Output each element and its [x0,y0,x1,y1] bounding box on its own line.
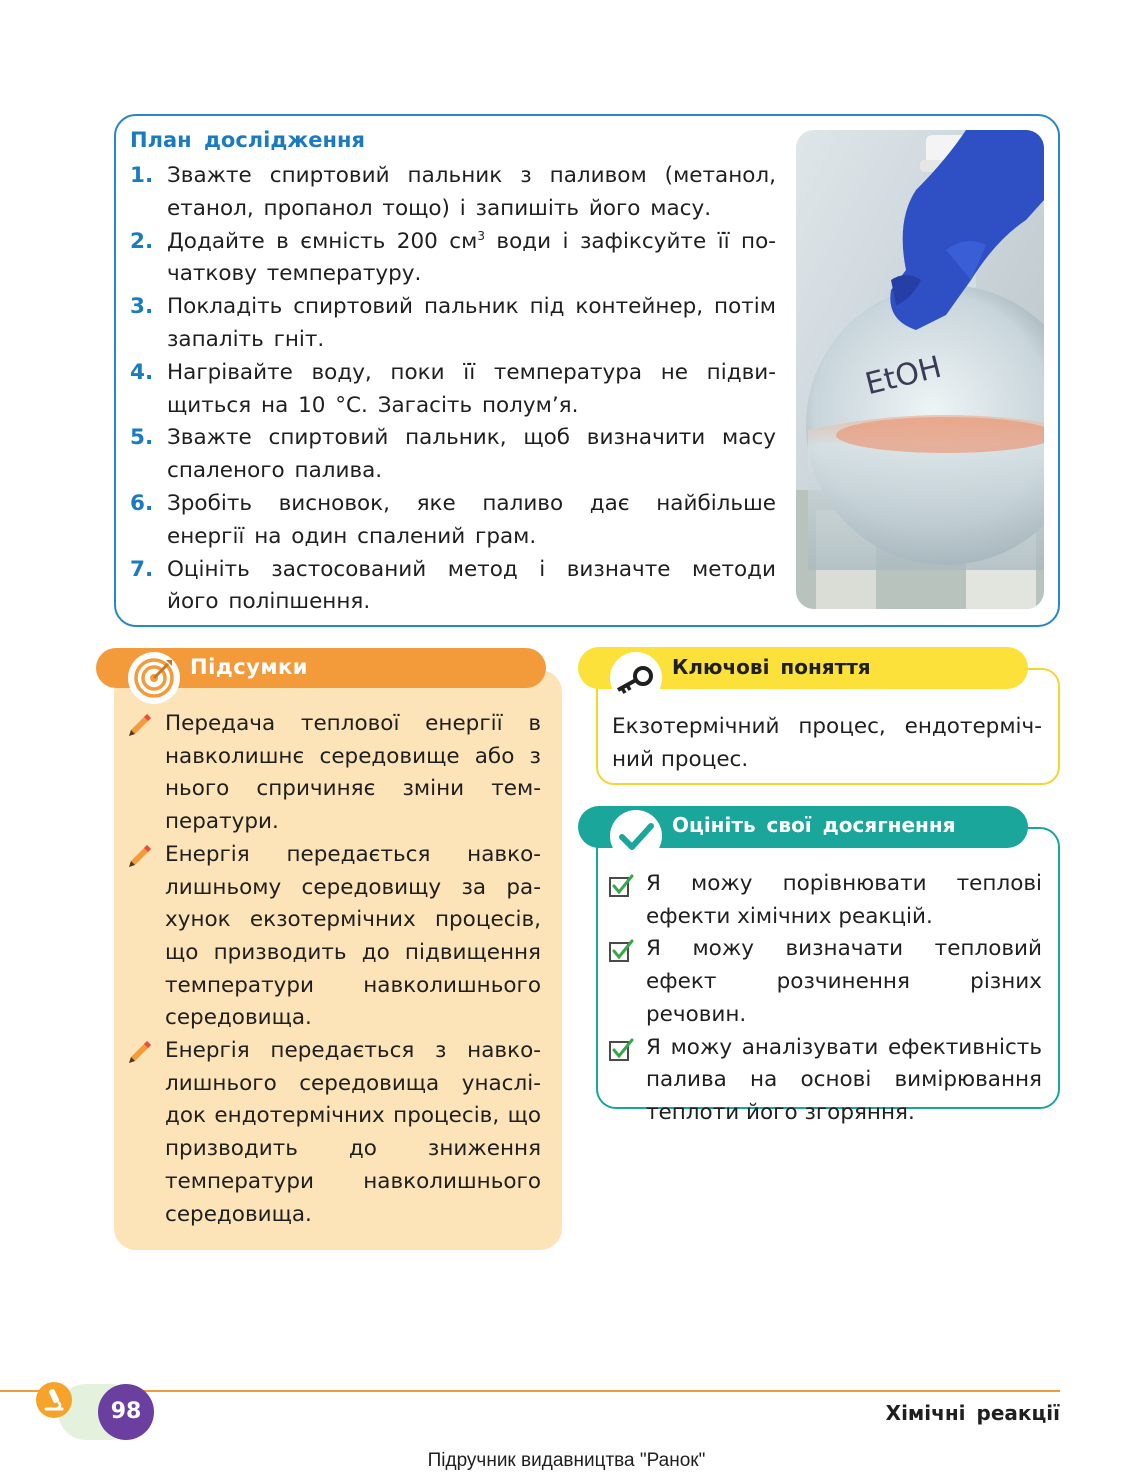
microscope-icon [36,1382,72,1418]
self-assessment-item-text: Я можу порівнювати теплові ефекти хімічних реакцій. [646,871,1042,929]
plan-step-text: Зважте спиртовий пальник, щоб визначити масу спаленого палива. [167,425,776,484]
page-number: 98 [98,1384,154,1440]
pencil-icon [127,712,153,738]
checkbox-checked-icon [608,1037,634,1063]
summary-item [165,1035,541,1231]
summary-item-text: Енергія передається навколишньому середовищу за рахунок екзотермічних процесів, що призводить до підвищення температури навколишнього середовища. [165,841,541,1031]
flask-photo-illustration [796,130,1044,609]
plan-step [130,226,776,292]
plan-step-text [167,229,776,287]
plan-step [130,488,776,554]
key-icon [610,652,662,704]
flask-label-text: EtOH [861,349,945,403]
chapter-title: Хімічні реакції [885,1401,1060,1425]
checkbox-checked-icon [608,873,634,899]
plan-step-text: Покладіть спиртовий пальник під контейнер, потім запаліть гніт. [167,294,776,352]
target-icon [128,652,180,704]
plan-step [130,291,776,357]
pencil-icon [127,1039,153,1065]
plan-step [130,554,776,620]
self-assessment-item [646,1032,1042,1130]
summary-item [165,839,541,1035]
plan-step [130,160,776,226]
plan-step [130,357,776,423]
plan-step-number: 3. [130,294,154,320]
summary-title: Підсумки [190,655,309,679]
plan-step-number: 5. [130,425,154,451]
summary-item [165,708,541,839]
footer-divider [0,1390,1060,1392]
research-plan-title: План дослідження [130,128,365,152]
plan-step-text-part: Додайте в ємність 200 см [167,228,478,254]
research-plan-steps [130,160,776,619]
checkbox-checked-icon [608,938,634,964]
publisher-note: Підручник видавництва "Ранок" [427,1450,706,1471]
plan-step-text: Зробіть висновок, яке паливо дає найбільше енергії на один спалений грам. [167,490,776,549]
summary-item-text: Передача теплової енергії в навколишнє середовище або з нього спричиняє зміни температури. [165,711,541,835]
plan-step-text: Зважте спиртовий пальник з паливом (метанол, етанол, пропанол тощо) і запишіть його масу. [167,163,776,221]
self-assessment-item-text: Я можу визначати тепловий ефект розчинення різних речовин. [646,936,1042,1027]
superscript: 3 [477,228,485,243]
plan-step-text: Оцініть застосований метод і визначте методи його поліпшення. [167,556,776,615]
self-assessment-item [646,933,1042,1031]
pencil-icon [127,843,153,869]
flask-photo [796,130,1044,609]
self-assessment-item [646,868,1042,933]
key-concepts-title: Ключові поняття [672,655,871,679]
self-assessment-title: Оцініть свої досягнення [672,813,956,837]
plan-step-number: 1. [130,163,154,188]
plan-step-number: 4. [130,359,154,385]
key-concepts-text: Екзотермічний процес, ендотермічний процес. [612,714,1042,772]
summary-item-text: Енергія передається з навколишнього середовища унаслідок ендотермічних процесів, що призводить до зниження температури навколишнього середовища. [165,1038,541,1227]
self-assessment-list [646,868,1042,1130]
summary-list [165,708,541,1231]
plan-step-text-part: води і зафіксуйте її початкову температуру. [167,228,776,287]
plan-step [130,422,776,488]
plan-step-number: 6. [130,490,154,516]
plan-step-number: 7. [130,556,154,582]
research-plan-box [114,114,1060,627]
checkmark-icon [610,810,662,862]
self-assessment-item-text: Я можу аналізувати ефективність палива на основі вимірювання теплоти його згоряння. [646,1034,1042,1125]
plan-step-number: 2. [130,228,154,254]
plan-step-text: Нагрівайте воду, поки її температура не підвищиться на 10 °С. Загасіть полум’я. [167,359,776,418]
